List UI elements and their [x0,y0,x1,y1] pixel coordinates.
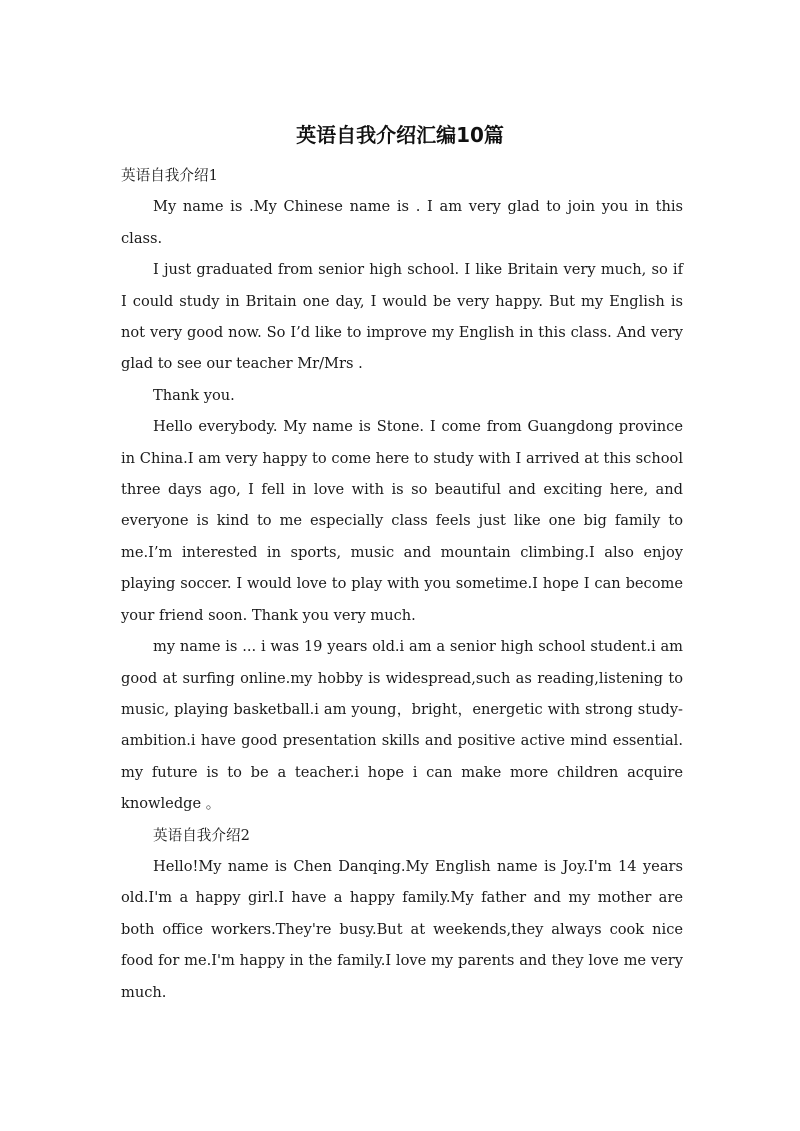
paragraph: Hello everybody. My name is Stone. I come from Guangdong province in China.I am very happy to come here to study with I arrived at this school three days ago, I fell in love with is so beautiful and exciting here, and everyone is kind to me especially class feels just like one big family to me.I’m interested in sports, music and mountain climbing.I also enjoy playing soccer. I would love to play with you sometime.I hope I can become your friend soon. Thank you very much. [121,418,683,624]
paragraph: my name is ... i was 19 years old.i am a senior high school student.i am good at surfing online.my hobby is widespread,such as reading,listening to music, playing basketball.i am young，bright，energetic with strong study-ambition.i have good presentation skills and positive active mind essential. my future is to be a teacher.i hope i can make more children acquire knowledge 。 [121,638,683,813]
paragraph: My name is .My Chinese name is . I am very glad to join you in this class. [121,198,683,247]
section-heading-1: 英语自我介绍1 [121,167,218,184]
paragraph: Hello!My name is Chen Danqing.My English name is Joy.I'm 14 years old.I'm a happy girl.I have a happy family.My father and my mother are both office workers.They're busy.But at weekends,they always cook nice food for me.I'm happy in the family.I love my parents and they love me very much. [121,857,683,1001]
document-title: 英语自我介绍汇编10篇 [296,123,504,147]
paragraph: I just graduated from senior high school. I like Britain very much, so if I could study in Britain one day, I would be very happy. But my English is not very good now. So I’d like to improve my English in this class. And very glad to see our teacher Mr/Mrs . [121,261,683,373]
document-body [121,160,683,1008]
section-heading-2: 英语自我介绍2 [153,826,250,844]
paragraph: Thank you. [153,386,235,404]
